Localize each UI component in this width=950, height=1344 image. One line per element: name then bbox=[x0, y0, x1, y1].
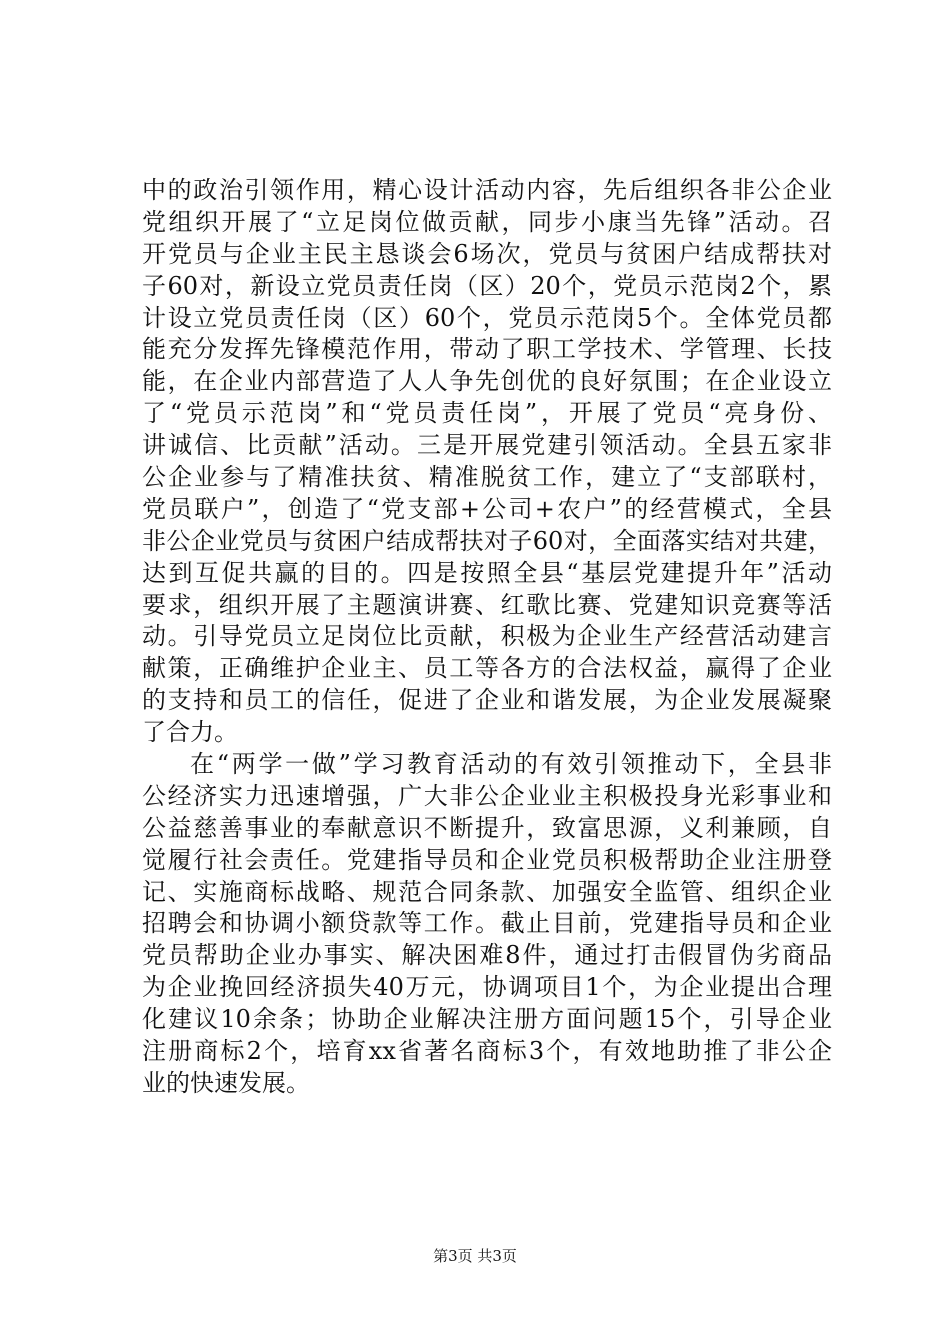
text-line: 了“党员示范岗”和“党员责任岗”，开展了党员“亮身份、 bbox=[142, 399, 832, 428]
text-line: 要求，组织开展了主题演讲赛、红歌比赛、党建知识竞赛等活 bbox=[142, 590, 832, 619]
paragraph-2 bbox=[142, 749, 832, 1100]
text-line: 党员联户”，创造了“党支部+公司+农户”的经营模式，全县 bbox=[142, 494, 832, 523]
paragraph-1 bbox=[142, 175, 832, 749]
text-line: 公益慈善事业的奉献意识不断提升，致富思源，义利兼顾，自 bbox=[142, 813, 832, 842]
text-line: 能，在企业内部营造了人人争先创优的良好氛围；在企业设立 bbox=[142, 367, 832, 396]
text-line: 党组织开展了“立足岗位做贡献，同步小康当先锋”活动。召 bbox=[142, 207, 832, 236]
document-body bbox=[142, 175, 832, 1100]
text-line: 能充分发挥先锋模范作用，带动了职工学技术、学管理、长技 bbox=[142, 335, 832, 364]
text-line: 公经济实力迅速增强，广大非公企业业主积极投身光彩事业和 bbox=[142, 781, 832, 810]
text-line: 献策，正确维护企业主、员工等各方的合法权益，赢得了企业 bbox=[142, 654, 832, 683]
text-line: 中的政治引领作用，精心设计活动内容，先后组织各非公企业 bbox=[142, 176, 832, 204]
text-line: 公企业参与了精准扶贫、精准脱贫工作，建立了“支部联村， bbox=[142, 463, 832, 492]
text-line: 在“两学一做”学习教育活动的有效引领推动下，全县非 bbox=[190, 750, 832, 779]
text-line: 讲诚信、比贡献”活动。三是开展党建引领活动。全县五家非 bbox=[142, 431, 832, 460]
text-line: 为企业挽回经济损失40万元，协调项目1个，为企业提出合理 bbox=[142, 973, 832, 1002]
text-line: 注册商标2个，培育xx省著名商标3个，有效地助推了非公企 bbox=[142, 1037, 832, 1066]
page-number: 第3页 共3页 bbox=[433, 1247, 517, 1265]
text-line: 子60对，新设立党员责任岗（区）20个，党员示范岗2个，累 bbox=[142, 271, 832, 300]
text-line: 计设立党员责任岗（区）60个，党员示范岗5个。全体党员都 bbox=[142, 303, 832, 332]
text-line: 了合力。 bbox=[142, 718, 238, 747]
text-line: 动。引导党员立足岗位比贡献，积极为企业生产经营活动建言 bbox=[142, 622, 832, 651]
text-line: 觉履行社会责任。党建指导员和企业党员积极帮助企业注册登 bbox=[142, 845, 832, 874]
text-line: 记、实施商标战略、规范合同条款、加强安全监管、组织企业 bbox=[142, 877, 832, 906]
text-line: 达到互促共赢的目的。四是按照全县“基层党建提升年”活动 bbox=[142, 558, 832, 587]
text-line: 非公企业党员与贫困户结成帮扶对子60对，全面落实结对共建， bbox=[142, 526, 832, 555]
text-line: 化建议10余条；协助企业解决注册方面问题15个，引导企业 bbox=[142, 1005, 832, 1034]
text-line: 开党员与企业主民主恳谈会6场次，党员与贫困户结成帮扶对 bbox=[142, 239, 832, 268]
text-line: 业的快速发展。 bbox=[142, 1068, 310, 1097]
text-line: 的支持和员工的信任，促进了企业和谐发展，为企业发展凝聚 bbox=[142, 686, 832, 715]
text-line: 招聘会和协调小额贷款等工作。截止目前，党建指导员和企业 bbox=[142, 909, 832, 938]
text-line: 党员帮助企业办事实、解决困难8件，通过打击假冒伪劣商品 bbox=[142, 941, 832, 970]
